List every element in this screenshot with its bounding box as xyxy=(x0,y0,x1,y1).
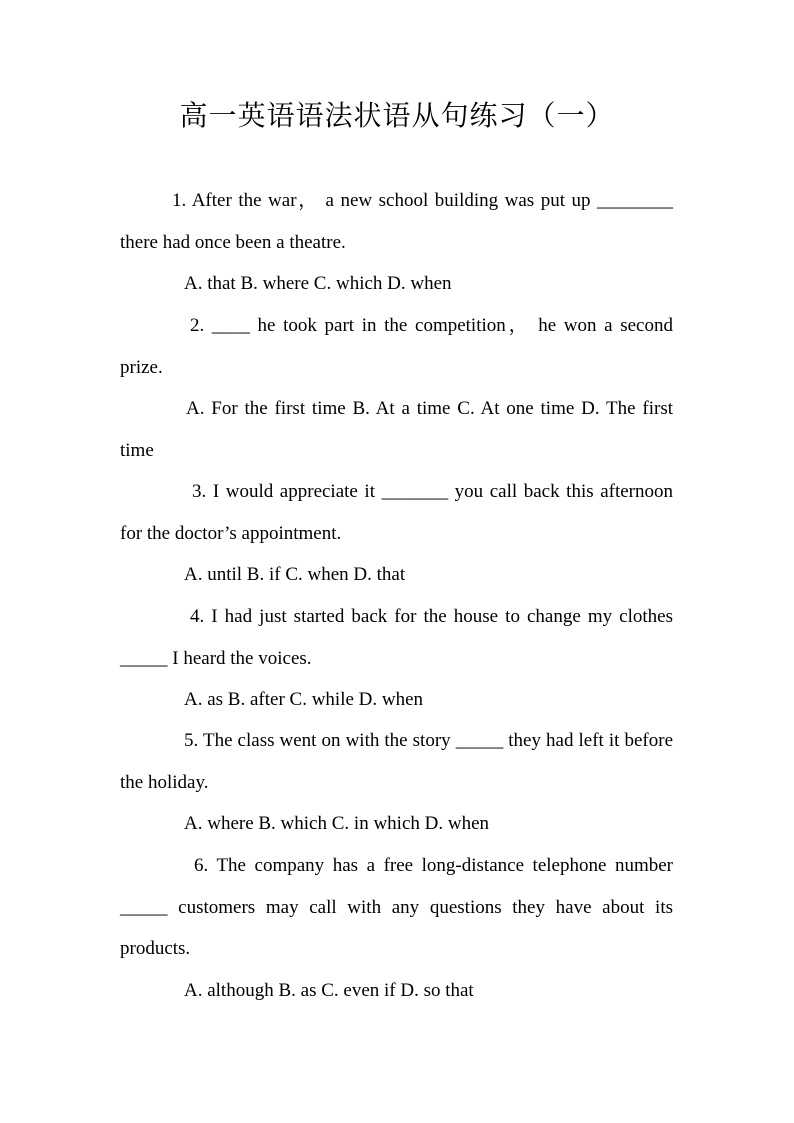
question-2 xyxy=(120,305,673,471)
question-6-options: A. although B. as C. even if D. so that xyxy=(184,979,474,1001)
question-1 xyxy=(120,180,673,305)
question-3-options: A. until B. if C. when D. that xyxy=(184,564,406,585)
question-4-options: A. as B. after C. while D. when xyxy=(184,689,424,710)
question-1-options: A. that B. where C. which D. when xyxy=(184,273,452,294)
question-2-options: A. For the first time B. At a time C. At one time D. The first time xyxy=(120,398,673,461)
question-3 xyxy=(120,471,673,596)
question-4-text: 4. I had just started back for the house to change my clothes _____ I heard the voices. xyxy=(120,606,673,669)
question-4 xyxy=(120,596,673,721)
question-3-text: 3. I would appreciate it _______ you call back this afternoon for the doctor’s appointment. xyxy=(120,481,673,544)
question-6 xyxy=(120,845,673,1011)
question-6-text: 6. The company has a free long-distance telephone number _____ customers may call with any questions they have about its products. xyxy=(120,855,673,959)
question-2-text: 2. ____ he took part in the competition， he won a second prize. xyxy=(120,315,673,378)
question-5 xyxy=(120,720,673,845)
question-1-text: 1. After the war， a new school building was put up ________ there had once been a theatre. xyxy=(120,190,673,253)
question-5-options: A. where B. which C. in which D. when xyxy=(184,813,490,834)
question-5-text: 5. The class went on with the story _____ they had left it before the holiday. xyxy=(120,730,673,793)
page-title: 高一英语语法状语从句练习（一） xyxy=(179,99,615,132)
